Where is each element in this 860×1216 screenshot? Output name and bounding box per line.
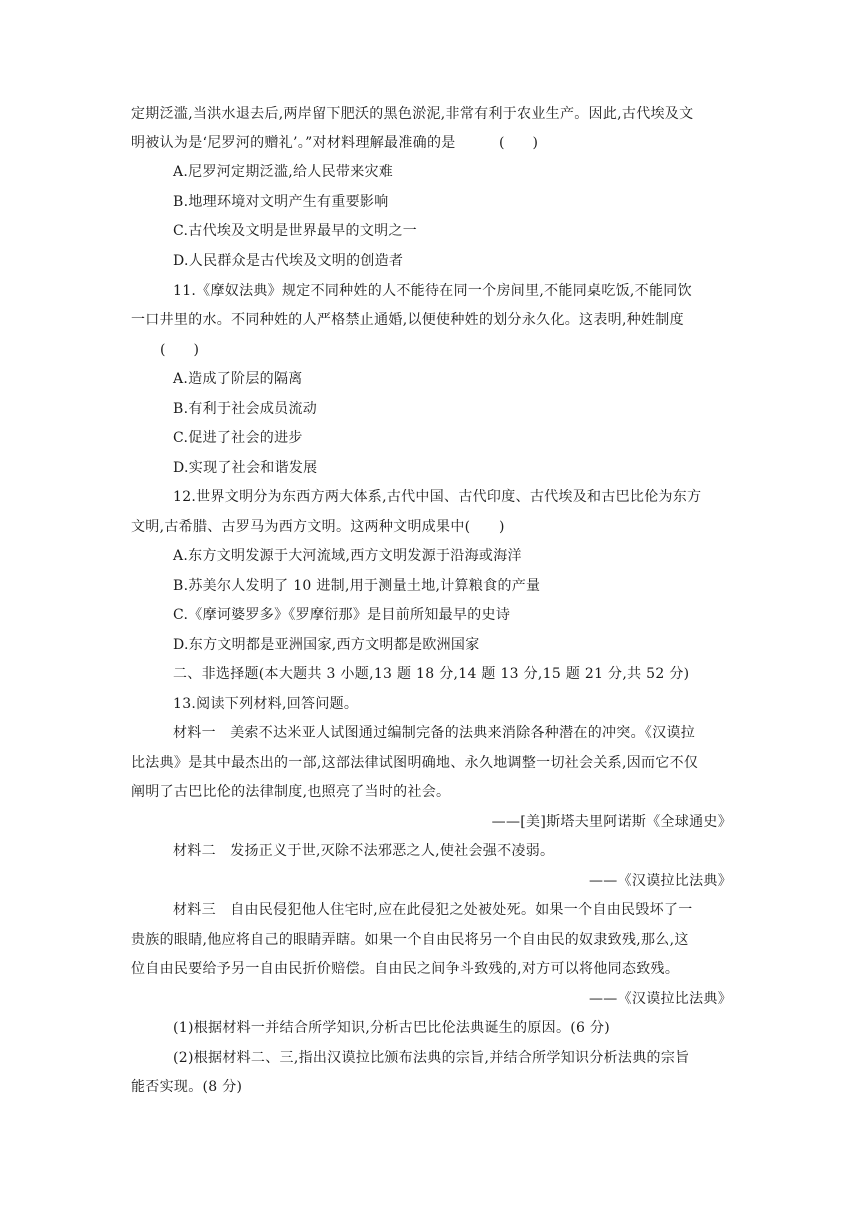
text-line: 能否实现。(8 分) bbox=[131, 1079, 243, 1095]
citation: ——《汉谟拉比法典》 bbox=[589, 991, 732, 1007]
question-13: 13.阅读下列材料,回答问题。 bbox=[173, 696, 359, 712]
option-d: D.人民群众是古代埃及文明的创造者 bbox=[173, 253, 404, 269]
text-line: 阐明了古巴比伦的法律制度,也照亮了当时的社会。 bbox=[131, 784, 451, 800]
option-a: A.造成了阶层的隔离 bbox=[173, 371, 303, 387]
option-b: B.有利于社会成员流动 bbox=[173, 401, 318, 417]
section-heading: 二、非选择题(本大题共 3 小题,13 题 18 分,14 题 13 分,15 题 21 分,共 52 分) bbox=[173, 666, 690, 682]
answer-paren: ( ) bbox=[160, 342, 199, 358]
material-one: 材料一 美索不达米亚人试图通过编制完备的法典来消除各种潜在的冲突。《汉谟拉 bbox=[173, 725, 696, 741]
option-b: B.苏美尔人发明了 10 进制,用于测量土地,计算粮食的产量 bbox=[173, 578, 541, 594]
sub-question-1: (1)根据材料一并结合所学知识,分析古巴比伦法典诞生的原因。(6 分) bbox=[173, 1020, 611, 1036]
option-b: B.地理环境对文明产生有重要影响 bbox=[173, 194, 389, 210]
text-line: 文明,古希腊、古罗马为西方文明。这两种文明成果中( ) bbox=[131, 519, 505, 535]
option-d: D.实现了社会和谐发展 bbox=[173, 460, 318, 476]
text-line: 位自由民要给予另一自由民折价赔偿。自由民之间争斗致残的,对方可以将他同态致残。 bbox=[131, 961, 680, 977]
text-line: 比法典》是其中最杰出的一部,这部法律试图明确地、永久地调整一切社会关系,因而它不仅 bbox=[131, 755, 699, 771]
option-a: A.尼罗河定期泛滥,给人民带来灾难 bbox=[173, 164, 394, 180]
text-line: 贵族的眼睛,他应将自己的眼睛弄瞎。如果一个自由民将另一个自由民的奴隶致残,那么,这 bbox=[131, 932, 689, 948]
answer-paren: ( ) bbox=[499, 135, 538, 151]
option-c: C.《摩诃婆罗多》《罗摩衍那》是目前所知最早的史诗 bbox=[173, 607, 511, 623]
citation: ——《汉谟拉比法典》 bbox=[589, 873, 732, 889]
text-line: 明被认为是‘尼罗河的赠礼’。”对材料理解最准确的是 bbox=[131, 135, 456, 151]
sub-question-2: (2)根据材料二、三,指出汉谟拉比颁布法典的宗旨,并结合所学知识分析法典的宗旨 bbox=[173, 1050, 690, 1066]
question-11: 11.《摩奴法典》规定不同种姓的人不能待在同一个房间里,不能同桌吃饭,不能同饮 bbox=[173, 283, 692, 299]
citation: ——[美]斯塔夫里阿诺斯《全球通史》 bbox=[491, 814, 732, 830]
option-a: A.东方文明发源于大河流域,西方文明发源于沿海或海洋 bbox=[173, 548, 522, 564]
text-line: 定期泛滥,当洪水退去后,两岸留下肥沃的黑色淤泥,非常有利于农业生产。因此,古代埃及文 bbox=[131, 106, 694, 122]
material-three: 材料三 自由民侵犯他人住宅时,应在此侵犯之处被处死。如果一个自由民毁坏了一 bbox=[173, 902, 693, 918]
material-two: 材料二 发扬正义于世,灭除不法邪恶之人,使社会强不凌弱。 bbox=[173, 843, 555, 859]
option-d: D.东方文明都是亚洲国家,西方文明都是欧洲国家 bbox=[173, 637, 480, 653]
option-c: C.古代埃及文明是世界最早的文明之一 bbox=[173, 223, 418, 239]
option-c: C.促进了社会的进步 bbox=[173, 430, 303, 446]
text-line: 一口井里的水。不同种姓的人严格禁止通婚,以便使种姓的划分永久化。这表明,种姓制度 bbox=[131, 312, 684, 328]
question-12: 12.世界文明分为东西方两大体系,古代中国、古代印度、古代埃及和古巴比伦为东方 bbox=[173, 489, 702, 505]
